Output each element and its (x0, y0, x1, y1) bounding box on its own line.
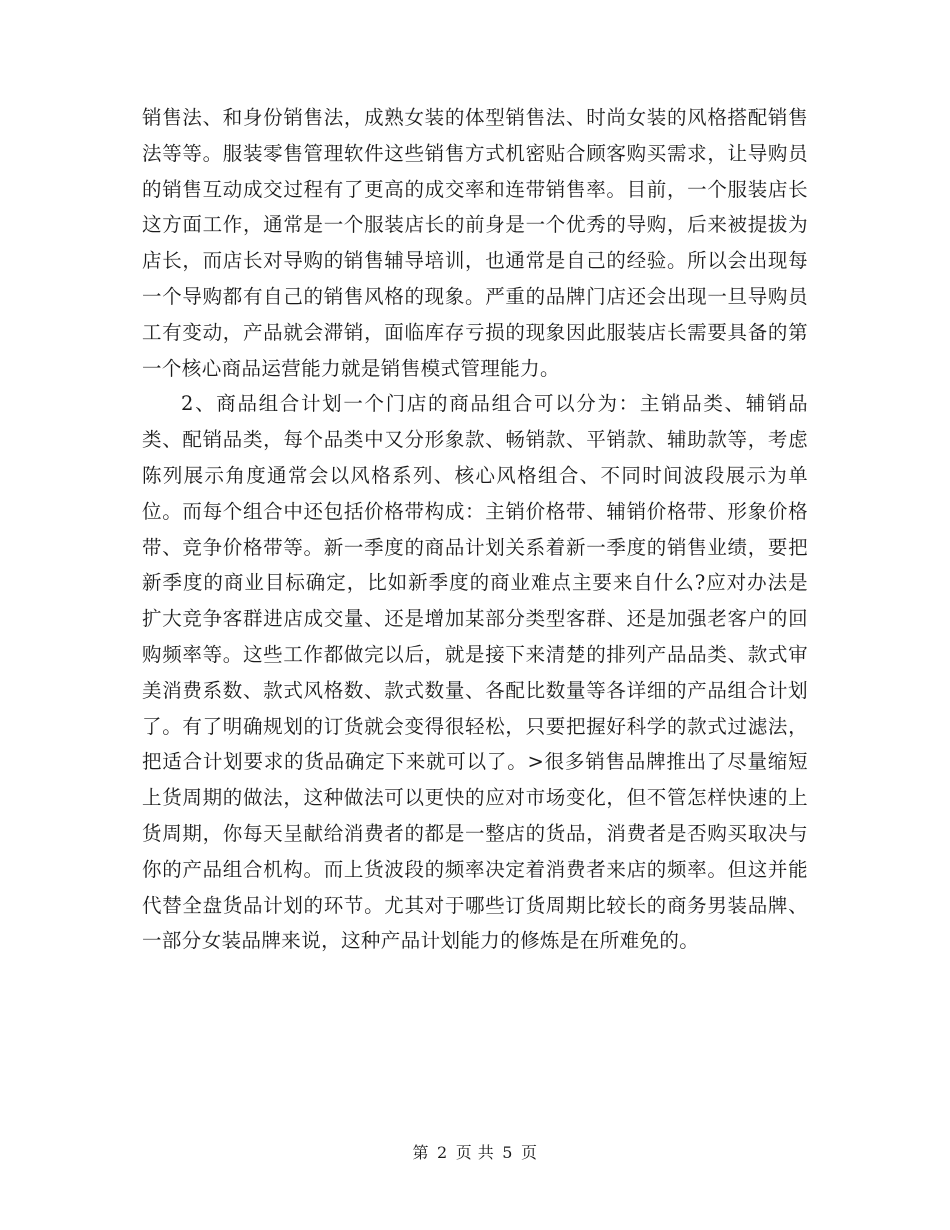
document-body (142, 100, 808, 959)
page-footer (0, 1143, 950, 1163)
footer-total-pages: 5 (502, 1143, 513, 1162)
footer-middle: 页 共 (455, 1143, 495, 1162)
footer-prefix: 第 (412, 1143, 430, 1162)
body-paragraph-2: 2、商品组合计划一个门店的商品组合可以分为：主销品类、辅销品类、配销品类，每个品类中又分形象款、畅销款、平销款、辅助款等，考虑陈列展示角度通常会以风格系列、核心风格组合、不同时间波段展示为单位。而每个组合中还包括价格带构成：主销价格带、辅销价格带、形象价格带、竞争价格带等。新一季度的商品计划关系着新一季度的销售业绩，要把新季度的商业目标确定，比如新季度的商业难点主要来自什么?应对办法是扩大竞争客群进店成交量、还是增加某部分类型客群、还是加强老客户的回购频率等。这些工作都做完以后，就是接下来清楚的排列产品品类、款式审美消费系数、款式风格数、款式数量、各配比数量等各详细的产品组合计划了。有了明确规划的订货就会变得很轻松，只要把握好科学的款式过滤法，把适合计划要求的货品确定下来就可以了。>很多销售品牌推出了尽量缩短上货周期的做法，这种做法可以更快的应对市场变化，但不管怎样快速的上货周期，你每天呈献给消费者的都是一整店的货品，消费者是否购买取决与你的产品组合机构。而上货波段的频率决定着消费者来店的频率。但这并能代替全盘货品计划的环节。尤其对于哪些订货周期比较长的商务男装品牌、一部分女装品牌来说，这种产品计划能力的修炼是在所难免的。 (142, 392, 808, 953)
body-paragraph-1: 销售法、和身份销售法，成熟女装的体型销售法、时尚女装的风格搭配销售法等等。服装零售管理软件这些销售方式机密贴合顾客购买需求，让导购员的销售互动成交过程有了更高的成交率和连带销售率。目前，一个服装店长这方面工作，通常是一个服装店长的前身是一个优秀的导购，后来被提拔为店长，而店长对导购的销售辅导培训，也通常是自己的经验。所以会出现每一个导购都有自己的销售风格的现象。严重的品牌门店还会出现一旦导购员工有变动，产品就会滞销，面临库存亏损的现象因此服装店长需要具备的第一个核心商品运营能力就是销售模式管理能力。 (142, 106, 808, 380)
footer-suffix: 页 (520, 1143, 538, 1162)
footer-page-number: 2 (437, 1143, 448, 1162)
